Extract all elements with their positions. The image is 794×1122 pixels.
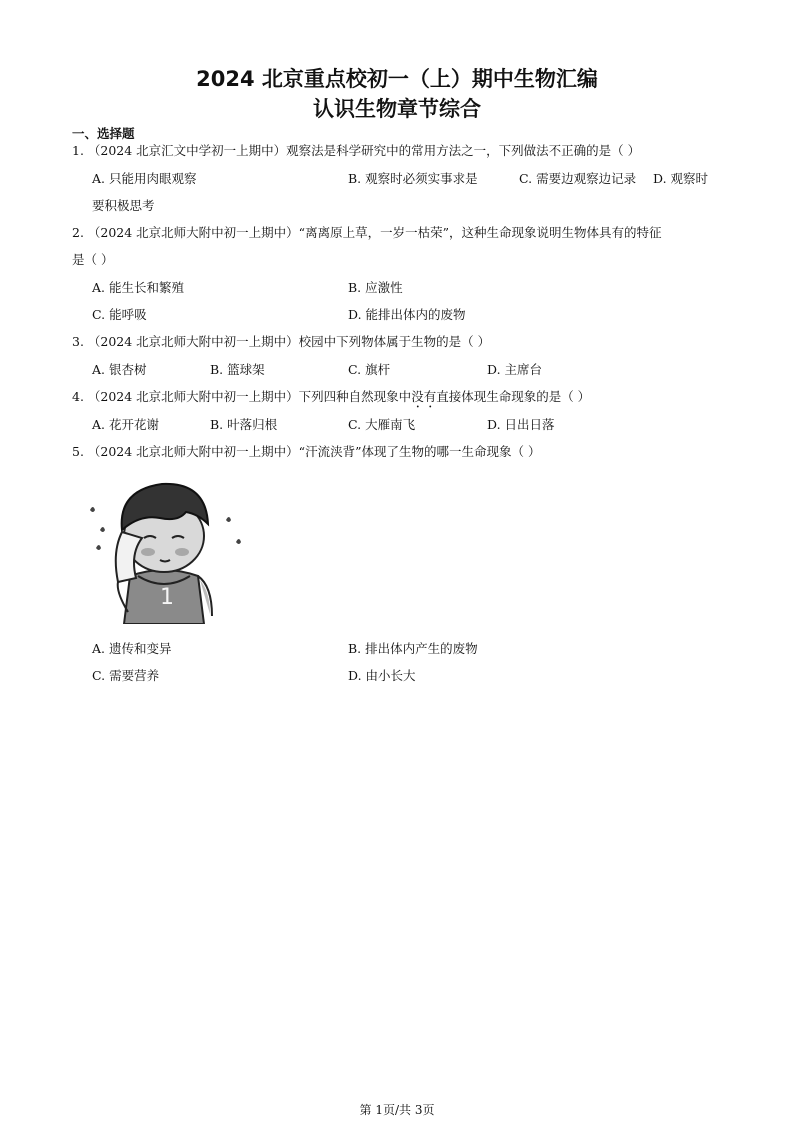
question-1-option-c: C. 需要边观察边记录 — [519, 171, 637, 186]
question-5-option-b: B. 排出体内产生的废物 — [348, 641, 478, 656]
question-1-stem: 1. （2024 北京汇文中学初一上期中）观察法是科学研究中的常用方法之一，下列做法不正确的是（ ） — [72, 143, 641, 158]
sweating-boy-illustration — [78, 472, 250, 624]
question-1-option-b: B. 观察时必须实事求是 — [348, 171, 478, 186]
question-4-option-b: B. 叶落归根 — [210, 417, 278, 432]
question-4-stem-emphasis: 没有 — [411, 389, 437, 404]
page-footer: 第 1页/共 3页 — [359, 1103, 435, 1117]
question-2-stem-cont: 是（ ） — [72, 252, 114, 267]
question-1-option-d: D. 观察时 — [653, 171, 709, 186]
question-2-option-c: C. 能呼吸 — [92, 307, 147, 322]
question-3-option-d: D. 主席台 — [487, 362, 543, 377]
question-4-stem — [72, 389, 590, 411]
question-2-option-b: B. 应激性 — [348, 280, 403, 295]
question-2-option-a: A. 能生长和繁殖 — [92, 280, 184, 295]
page-title: 2024 北京重点校初一（上）期中生物汇编 — [196, 67, 598, 91]
section-heading: 一、选择题 — [72, 126, 135, 141]
question-5-stem: 5. （2024 北京北师大附中初一上期中）“汗流浃背”体现了生物的哪一生命现象（ ） — [72, 444, 541, 459]
jersey-number: 1 — [160, 585, 174, 610]
question-4-stem-suffix: 直接体现生命现象的是（ ） — [436, 389, 591, 404]
question-1-option-d-cont: 要积极思考 — [92, 198, 155, 213]
question-4-option-c: C. 大雁南飞 — [348, 417, 416, 432]
question-1-option-a: A. 只能用肉眼观察 — [92, 171, 197, 186]
question-4-option-d: D. 日出日落 — [487, 417, 555, 432]
question-4-option-a: A. 花开花谢 — [92, 417, 159, 432]
page-subtitle: 认识生物章节综合 — [313, 97, 481, 121]
question-3-option-a: A. 银杏树 — [92, 362, 147, 377]
question-5-option-a: A. 遗传和变异 — [92, 641, 172, 656]
question-3-option-b: B. 篮球架 — [210, 362, 265, 377]
question-2-stem: 2. （2024 北京北师大附中初一上期中）“离离原上草，一岁一枯荣”，这种生命现象说明生物体具有的特征 — [72, 225, 662, 240]
question-5-option-d: D. 由小长大 — [348, 668, 416, 683]
question-3-option-c: C. 旗杆 — [348, 362, 391, 377]
question-2-option-d: D. 能排出体内的废物 — [348, 307, 466, 322]
question-3-stem: 3. （2024 北京北师大附中初一上期中）校园中下列物体属于生物的是（ ） — [72, 334, 491, 349]
question-5-option-c: C. 需要营养 — [92, 668, 160, 683]
question-4-stem-prefix: 4. （2024 北京北师大附中初一上期中）下列四种自然现象中 — [72, 389, 412, 404]
